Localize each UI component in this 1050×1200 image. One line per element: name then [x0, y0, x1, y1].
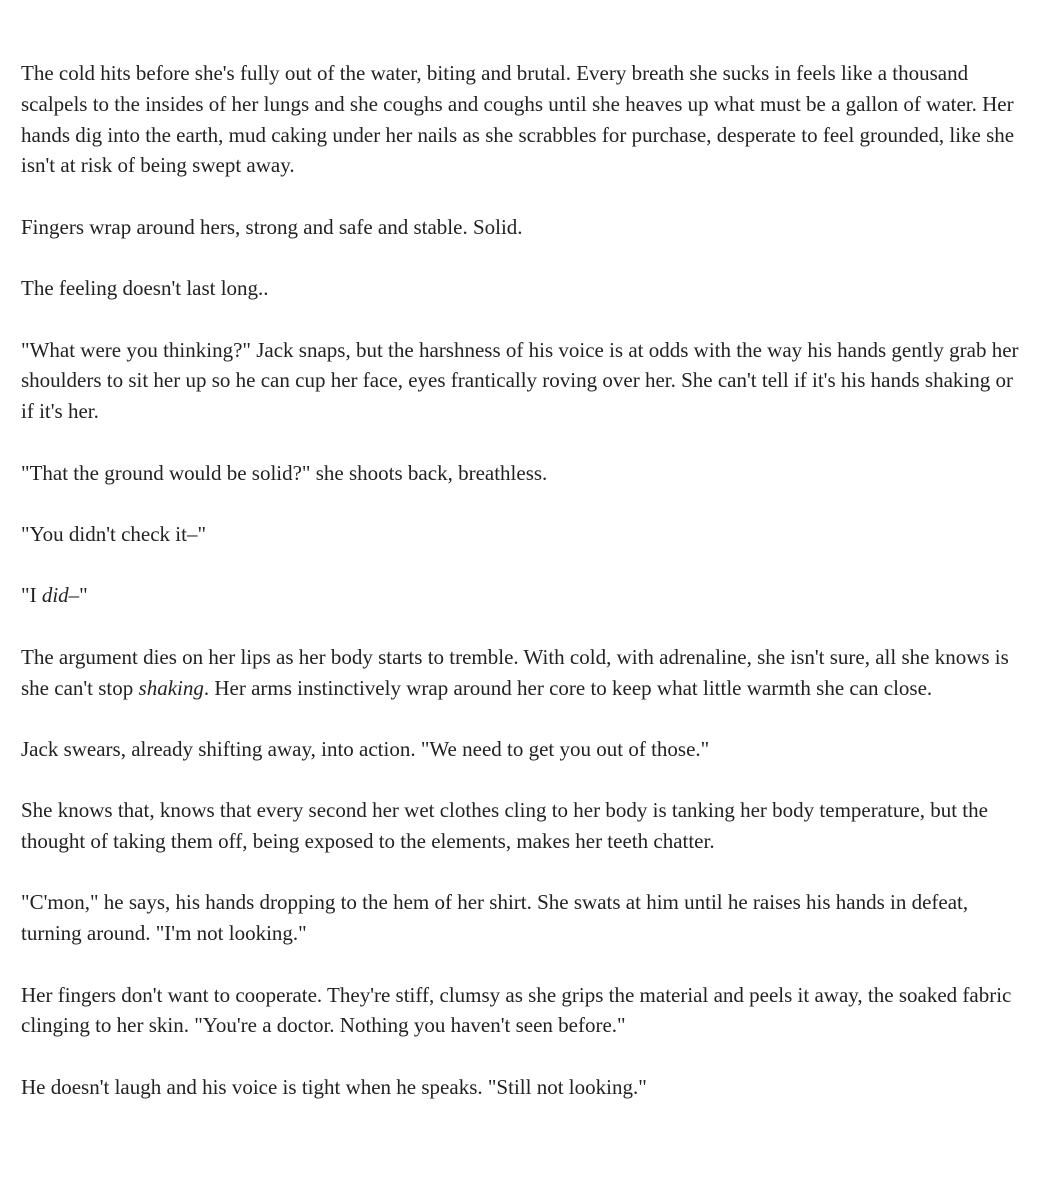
paragraph: The argument dies on her lips as her body starts to tremble. With cold, with adrenaline, she isn't sure, all she knows is she can't stop shaking. Her arms instinctively wrap around her core to keep what little warmth she can close. — [21, 644, 1009, 700]
paragraph: Fingers wrap around hers, strong and safe and stable. Solid. — [21, 214, 523, 239]
paragraph: The cold hits before she's fully out of the water, biting and brutal. Every breath she sucks in feels like a thousand scalpels to the insides of her lungs and she coughs and coughs until she heaves up what must be a gallon of water. Her hands dig into the earth, mud caking under her nails as she scrabbles for purchase, desperate to feel grounded, like she isn't at risk of being swept away. — [21, 61, 1015, 178]
paragraph: "That the ground would be solid?" she shoots back, breathless. — [21, 460, 548, 485]
paragraph: "C'mon," he says, his hands dropping to the hem of her shirt. She swats at him until he raises his hands in defeat, turning around. "I'm not looking." — [21, 890, 969, 946]
paragraph: She knows that, knows that every second her wet clothes cling to her body is tanking her body temperature, but the thought of taking them off, being exposed to the elements, makes her teeth chatter. — [21, 798, 988, 854]
paragraph: He doesn't laugh and his voice is tight when he speaks. "Still not looking." — [21, 1074, 647, 1099]
paragraph: Jack swears, already shifting away, into action. "We need to get you out of those." — [21, 736, 710, 761]
paragraph: Her fingers don't want to cooperate. They're stiff, clumsy as she grips the material and peels it away, the soaked fabric clinging to her skin. "You're a doctor. Nothing you haven't seen before." — [21, 982, 1012, 1038]
emphasis-text: did — [41, 583, 69, 608]
emphasis-text: shaking — [138, 675, 204, 700]
paragraph: "I did–" — [21, 583, 88, 608]
paragraph: "What were you thinking?" Jack snaps, but the harshness of his voice is at odds with the way his hands gently grab her shoulders to sit her up so he can cup her face, eyes frantically roving over her. She can't tell if it's his hands shaking or if it's her. — [21, 337, 1019, 424]
paragraph: The feeling doesn't last long.. — [21, 276, 269, 301]
paragraph: "You didn't check it–" — [21, 521, 207, 546]
